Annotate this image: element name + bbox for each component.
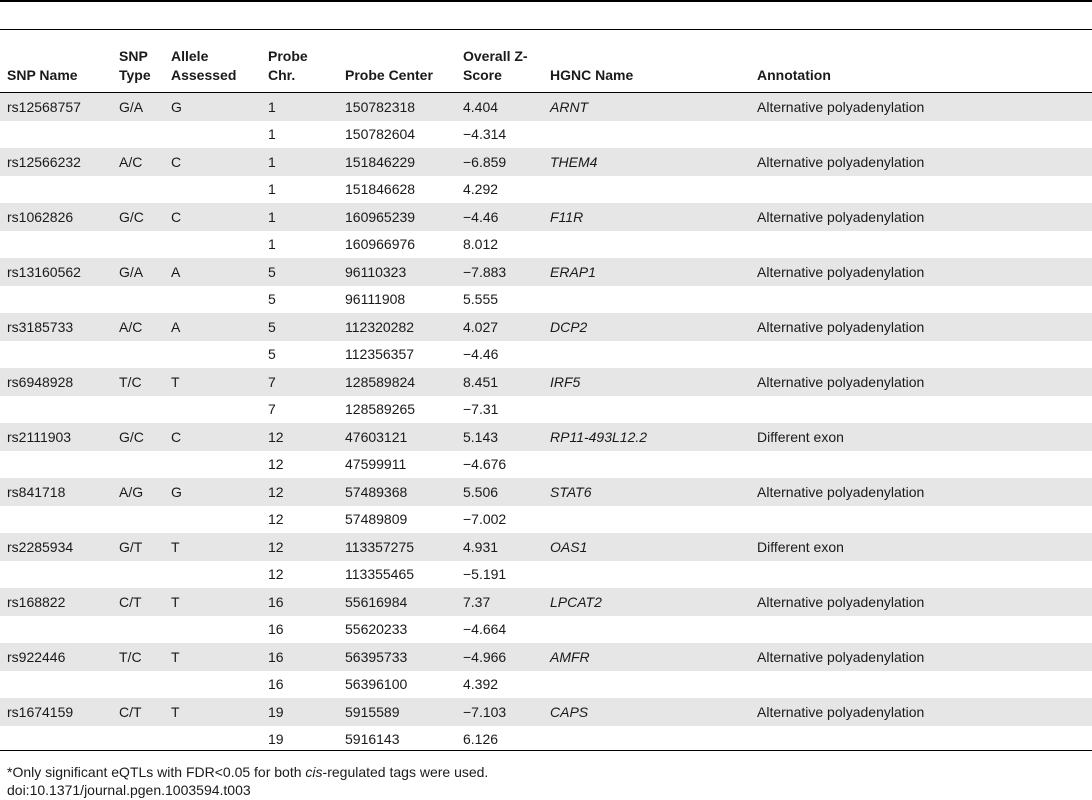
cell-allele-assessed: C xyxy=(164,203,261,231)
cell-probe-chr: 7 xyxy=(268,401,276,418)
footnote xyxy=(7,763,488,781)
cell-annotation xyxy=(750,671,1092,699)
eqtl-table xyxy=(0,30,1092,753)
cell-probe-chr: 1 xyxy=(268,236,276,253)
cell-probe-chr: 5 xyxy=(268,346,276,363)
cell-annotation: Alternative polyadenylation xyxy=(750,588,1092,616)
table-body xyxy=(0,93,1092,754)
cell-probe-chr: 16 xyxy=(261,588,338,616)
cell-probe-chr: 19 xyxy=(261,698,338,726)
cell-hgnc-name xyxy=(543,121,750,149)
cell-snp-name: rs168822 xyxy=(0,588,112,616)
cell-z-score: 8.012 xyxy=(463,236,499,253)
cell-z-score: −7.002 xyxy=(463,511,507,528)
cell-probe-chr: 16 xyxy=(261,643,338,671)
col-header-hgnc-name: HGNC Name xyxy=(543,30,750,93)
cell-snp-type: A/G xyxy=(112,478,164,506)
cell-snp-name xyxy=(0,506,112,534)
cell-allele-assessed xyxy=(164,231,261,259)
cell-allele-assessed: G xyxy=(164,93,261,121)
cell-hgnc-name: IRF5 xyxy=(543,368,750,396)
cell-probe-chr: 12 xyxy=(261,478,338,506)
cell-annotation xyxy=(750,506,1092,534)
cell-hgnc-name: OAS1 xyxy=(543,533,750,561)
cell-probe-chr: 16 xyxy=(268,621,284,638)
cell-probe-chr: 5 xyxy=(261,313,338,341)
cell-hgnc-name: CAPS xyxy=(543,698,750,726)
cell-probe-chr: 12 xyxy=(268,511,284,528)
cell-snp-name xyxy=(0,616,112,644)
cell-probe-chr: 16 xyxy=(268,676,284,693)
cell-snp-type: G/A xyxy=(112,93,164,121)
cell-z-score: −5.191 xyxy=(463,566,507,583)
table-row xyxy=(0,176,1092,204)
table-row xyxy=(0,588,1092,616)
cell-probe-center: 55620233 xyxy=(345,621,408,638)
cell-probe-chr: 5 xyxy=(261,258,338,286)
cell-probe-center: 47603121 xyxy=(338,423,456,451)
cell-allele-assessed: G xyxy=(164,478,261,506)
cell-snp-name xyxy=(0,121,112,149)
table-row xyxy=(0,478,1092,506)
cell-z-score: 6.126 xyxy=(463,731,499,748)
cell-annotation xyxy=(750,286,1092,314)
cell-allele-assessed xyxy=(164,726,261,754)
cell-snp-type xyxy=(112,396,164,424)
cell-allele-assessed xyxy=(164,286,261,314)
cell-snp-type xyxy=(112,451,164,479)
cell-annotation: Alternative polyadenylation xyxy=(750,643,1092,671)
cell-snp-type xyxy=(112,671,164,699)
table-row xyxy=(0,148,1092,176)
cell-snp-name: rs2285934 xyxy=(0,533,112,561)
cell-annotation: Different exon xyxy=(750,533,1092,561)
cell-snp-type xyxy=(112,341,164,369)
cell-probe-center: 128589824 xyxy=(338,368,456,396)
table-row xyxy=(0,451,1092,479)
footnote-text-end: -regulated tags were used. xyxy=(322,764,489,780)
cell-hgnc-name: THEM4 xyxy=(543,148,750,176)
col-header-allele-assessed: Allele Assessed xyxy=(164,30,261,93)
cell-probe-chr: 7 xyxy=(261,368,338,396)
cell-allele-assessed: C xyxy=(164,148,261,176)
cell-probe-center: 113357275 xyxy=(338,533,456,561)
cell-annotation xyxy=(750,176,1092,204)
cell-allele-assessed xyxy=(164,561,261,589)
cell-annotation: Different exon xyxy=(750,423,1092,451)
table-top-rule xyxy=(0,0,1092,30)
cell-annotation: Alternative polyadenylation xyxy=(750,148,1092,176)
cell-annotation: Alternative polyadenylation xyxy=(750,93,1092,121)
table-row xyxy=(0,368,1092,396)
cell-probe-center: 47599911 xyxy=(345,456,407,473)
cell-snp-name: rs3185733 xyxy=(0,313,112,341)
cell-probe-center: 151846628 xyxy=(345,181,416,198)
cell-hgnc-name: ARNT xyxy=(543,93,750,121)
cell-snp-type: C/T xyxy=(112,698,164,726)
cell-z-score: −7.883 xyxy=(456,258,543,286)
cell-snp-type: C/T xyxy=(112,588,164,616)
cell-snp-name: rs922446 xyxy=(0,643,112,671)
cell-snp-name: rs841718 xyxy=(0,478,112,506)
cell-annotation: Alternative polyadenylation xyxy=(750,203,1092,231)
col-header-snp-name: SNP Name xyxy=(0,30,112,93)
cell-snp-name: rs13160562 xyxy=(0,258,112,286)
cell-annotation xyxy=(750,561,1092,589)
cell-z-score: 5.555 xyxy=(463,291,499,308)
cell-probe-chr: 1 xyxy=(261,203,338,231)
cell-annotation: Alternative polyadenylation xyxy=(750,698,1092,726)
cell-z-score: 7.37 xyxy=(456,588,543,616)
cell-z-score: −6.859 xyxy=(456,148,543,176)
cell-probe-center: 96110323 xyxy=(338,258,456,286)
cell-probe-center: 56396100 xyxy=(345,676,408,693)
table-row xyxy=(0,671,1092,699)
cell-annotation: Alternative polyadenylation xyxy=(750,313,1092,341)
cell-probe-chr: 1 xyxy=(261,148,338,176)
cell-allele-assessed: A xyxy=(164,313,261,341)
table-row xyxy=(0,231,1092,259)
cell-hgnc-name: STAT6 xyxy=(543,478,750,506)
cell-snp-name xyxy=(0,396,112,424)
cell-snp-name: rs6948928 xyxy=(0,368,112,396)
cell-snp-type: A/C xyxy=(112,148,164,176)
cell-hgnc-name xyxy=(543,231,750,259)
table-row xyxy=(0,258,1092,286)
cell-hgnc-name: LPCAT2 xyxy=(543,588,750,616)
cell-snp-name: rs1062826 xyxy=(0,203,112,231)
cell-probe-center: 56395733 xyxy=(338,643,456,671)
cell-z-score: 4.027 xyxy=(456,313,543,341)
cell-snp-type: A/C xyxy=(112,313,164,341)
cell-annotation: Alternative polyadenylation xyxy=(750,368,1092,396)
cell-probe-center: 112356357 xyxy=(345,346,415,363)
cell-allele-assessed: T xyxy=(164,533,261,561)
cell-annotation xyxy=(750,121,1092,149)
table-row xyxy=(0,341,1092,369)
cell-probe-chr: 1 xyxy=(261,93,338,121)
cell-annotation xyxy=(750,396,1092,424)
cell-hgnc-name: DCP2 xyxy=(543,313,750,341)
cell-snp-name xyxy=(0,176,112,204)
cell-snp-name: rs12568757 xyxy=(0,93,112,121)
cell-hgnc-name: RP11-493L12.2 xyxy=(543,423,750,451)
table-row xyxy=(0,93,1092,121)
table-row xyxy=(0,286,1092,314)
cell-hgnc-name: AMFR xyxy=(543,643,750,671)
cell-allele-assessed xyxy=(164,176,261,204)
table-row xyxy=(0,423,1092,451)
cell-hgnc-name xyxy=(543,561,750,589)
cell-snp-type xyxy=(112,176,164,204)
cell-z-score: −4.46 xyxy=(456,203,543,231)
cell-probe-center: 5916143 xyxy=(345,731,400,748)
doi-text: doi:10.1371/journal.pgen.1003594.t003 xyxy=(7,782,251,798)
cell-annotation xyxy=(750,616,1092,644)
cell-hgnc-name: ERAP1 xyxy=(543,258,750,286)
cell-snp-name xyxy=(0,671,112,699)
cell-allele-assessed: T xyxy=(164,588,261,616)
cell-probe-center: 160965239 xyxy=(338,203,456,231)
cell-z-score: 8.451 xyxy=(456,368,543,396)
cell-z-score: 5.506 xyxy=(456,478,543,506)
cell-snp-type: T/C xyxy=(112,368,164,396)
col-header-probe-center: Probe Center xyxy=(338,30,456,93)
cell-z-score: −4.676 xyxy=(463,456,507,473)
table-row xyxy=(0,121,1092,149)
cell-hgnc-name xyxy=(543,671,750,699)
col-header-overall-z-score: Overall Z-Score xyxy=(456,30,543,93)
cell-hgnc-name xyxy=(543,286,750,314)
cell-probe-center: 150782604 xyxy=(345,126,416,143)
cell-z-score: −4.966 xyxy=(456,643,543,671)
cell-probe-center: 160966976 xyxy=(345,236,416,253)
cell-probe-center: 55616984 xyxy=(338,588,456,616)
col-header-snp-type: SNP Type xyxy=(112,30,164,93)
cell-z-score: −4.664 xyxy=(463,621,507,638)
cell-snp-name xyxy=(0,286,112,314)
cell-allele-assessed: T xyxy=(164,368,261,396)
cell-snp-type: G/T xyxy=(112,533,164,561)
cell-hgnc-name: F11R xyxy=(543,203,750,231)
cell-annotation xyxy=(750,726,1092,754)
cell-annotation: Alternative polyadenylation xyxy=(750,478,1092,506)
cell-allele-assessed: T xyxy=(164,698,261,726)
cell-snp-type xyxy=(112,231,164,259)
col-header-probe-chr: Probe Chr. xyxy=(261,30,338,93)
cell-snp-name xyxy=(0,231,112,259)
cell-snp-type xyxy=(112,726,164,754)
cell-probe-center: 96111908 xyxy=(345,291,406,308)
cell-snp-name: rs1674159 xyxy=(0,698,112,726)
cell-snp-type xyxy=(112,561,164,589)
cell-probe-center: 151846229 xyxy=(338,148,456,176)
cell-snp-type: G/C xyxy=(112,203,164,231)
cell-allele-assessed: C xyxy=(164,423,261,451)
table-row xyxy=(0,616,1092,644)
cell-probe-center: 57489368 xyxy=(338,478,456,506)
cell-allele-assessed xyxy=(164,616,261,644)
cell-allele-assessed xyxy=(164,451,261,479)
cell-hgnc-name xyxy=(543,726,750,754)
cell-z-score: −4.314 xyxy=(463,126,507,143)
cell-snp-type xyxy=(112,616,164,644)
cell-hgnc-name xyxy=(543,176,750,204)
table-row xyxy=(0,203,1092,231)
cell-allele-assessed xyxy=(164,506,261,534)
cell-probe-center: 57489809 xyxy=(345,511,408,528)
cell-snp-type xyxy=(112,506,164,534)
footnote-text-start: *Only significant eQTLs with FDR<0.05 for both xyxy=(7,764,306,780)
cell-hgnc-name xyxy=(543,341,750,369)
cell-z-score: 4.404 xyxy=(456,93,543,121)
cell-z-score: 4.292 xyxy=(463,181,499,198)
cell-hgnc-name xyxy=(543,616,750,644)
cell-allele-assessed xyxy=(164,396,261,424)
table-bottom-rule xyxy=(0,750,1092,751)
cell-z-score: −7.103 xyxy=(456,698,543,726)
cell-probe-center: 5915589 xyxy=(338,698,456,726)
cell-snp-name: rs12566232 xyxy=(0,148,112,176)
col-header-annotation: Annotation xyxy=(750,30,1092,93)
table-row xyxy=(0,561,1092,589)
cell-annotation xyxy=(750,341,1092,369)
cell-probe-chr: 19 xyxy=(268,731,284,748)
cell-z-score: −4.46 xyxy=(463,346,499,363)
cell-snp-name xyxy=(0,341,112,369)
cell-z-score: 4.392 xyxy=(463,676,499,693)
cell-snp-type: G/A xyxy=(112,258,164,286)
cell-probe-chr: 12 xyxy=(268,456,284,473)
cell-annotation xyxy=(750,231,1092,259)
cell-snp-type xyxy=(112,286,164,314)
cell-allele-assessed: A xyxy=(164,258,261,286)
cell-probe-center: 150782318 xyxy=(338,93,456,121)
cell-z-score: 5.143 xyxy=(456,423,543,451)
table-row xyxy=(0,533,1092,561)
cell-snp-type: T/C xyxy=(112,643,164,671)
cell-annotation: Alternative polyadenylation xyxy=(750,258,1092,286)
table-row xyxy=(0,506,1092,534)
header-row xyxy=(0,30,1092,93)
cell-probe-chr: 1 xyxy=(268,126,276,143)
cell-probe-chr: 12 xyxy=(261,533,338,561)
table-row xyxy=(0,698,1092,726)
cell-annotation xyxy=(750,451,1092,479)
table-row xyxy=(0,396,1092,424)
cell-snp-name xyxy=(0,726,112,754)
footnote-italic-cis: cis xyxy=(305,764,323,780)
cell-allele-assessed xyxy=(164,341,261,369)
cell-snp-name xyxy=(0,451,112,479)
cell-probe-chr: 12 xyxy=(261,423,338,451)
table-row xyxy=(0,313,1092,341)
cell-allele-assessed xyxy=(164,121,261,149)
cell-probe-chr: 12 xyxy=(268,566,284,583)
cell-probe-center: 113355465 xyxy=(345,566,415,583)
cell-hgnc-name xyxy=(543,396,750,424)
cell-allele-assessed: T xyxy=(164,643,261,671)
table-row xyxy=(0,643,1092,671)
cell-snp-name xyxy=(0,561,112,589)
cell-snp-type xyxy=(112,121,164,149)
cell-hgnc-name xyxy=(543,451,750,479)
cell-probe-chr: 5 xyxy=(268,291,276,308)
cell-allele-assessed xyxy=(164,671,261,699)
cell-snp-name: rs2111903 xyxy=(0,423,112,451)
cell-hgnc-name xyxy=(543,506,750,534)
cell-probe-chr: 1 xyxy=(268,181,276,198)
cell-snp-type: G/C xyxy=(112,423,164,451)
cell-z-score: 4.931 xyxy=(456,533,543,561)
cell-probe-center: 128589265 xyxy=(345,401,416,418)
cell-probe-center: 112320282 xyxy=(338,313,456,341)
cell-z-score: −7.31 xyxy=(463,401,499,418)
table-row xyxy=(0,726,1092,754)
